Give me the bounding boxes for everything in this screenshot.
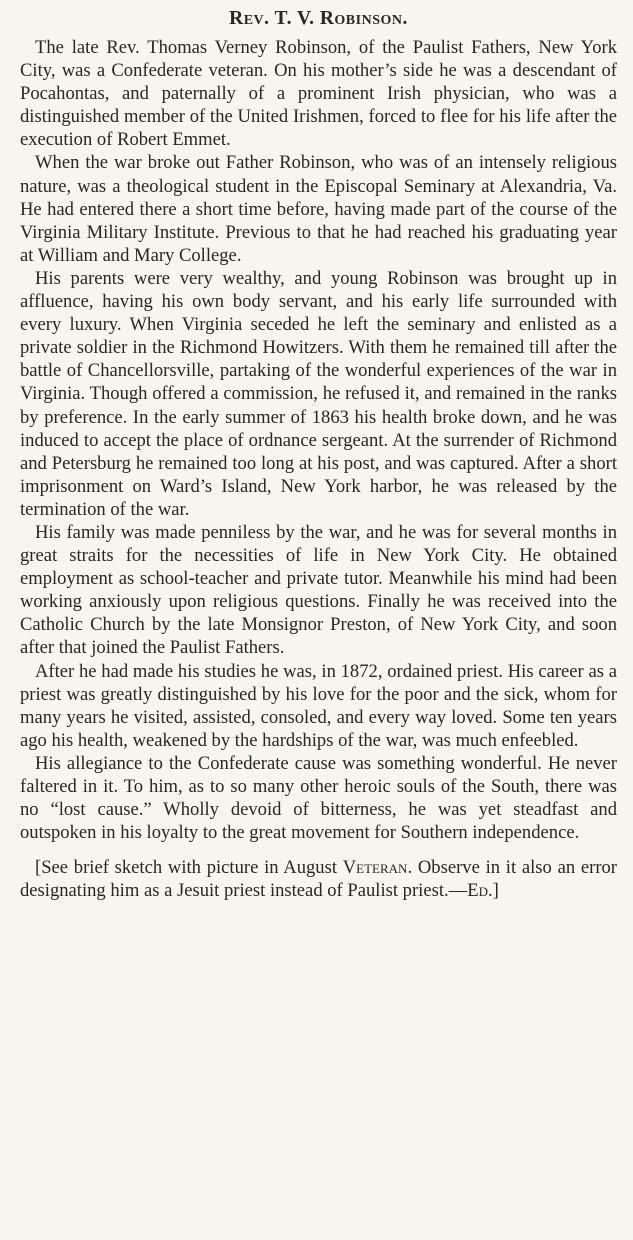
editor-signature: Ed. (467, 880, 493, 902)
note-text-before: [See brief sketch with picture in August (35, 857, 343, 879)
note-text-middle: Observe in it also an error designating him as a Jesuit priest instead of Paulist priest.— (20, 857, 617, 902)
editor-note (20, 856, 617, 902)
veteran-reference: Veteran. (342, 857, 413, 879)
paragraph-1: The late Rev. Thomas Verney Robinson, of the Paulist Fathers, New York City, was a Confederate veteran. On his mother’s side he was a descendant of Pocahontas, and paternally of a prominent Irish physician, who was a distinguished member of the United Irishmen, forced to flee for his life after the execution of Robert Emmet. (20, 37, 617, 151)
paragraph-6: His allegiance to the Confederate cause was something wonderful. He never faltered in it. To him, as to so many other heroic souls of the South, there was no “lost cause.” Wholly devoid of bitterness, he was yet steadfast and outspoken in his loyalty to the great movement for Southern independence. (20, 752, 617, 844)
article (20, 6, 617, 902)
paragraph-2: When the war broke out Father Robinson, who was of an intensely religious nature, was a theological student in the Episcopal Seminary at Alexandria, Va. He had entered there a short time before, having made part of the course of the Virginia Military Institute. Previous to that he had reached his graduating year at William and Mary College. (20, 152, 617, 266)
note-text-end: ] (492, 880, 499, 902)
paragraph-3: His parents were very wealthy, and young Robinson was brought up in affluence, having his own body servant, and his early life surrounded with every luxury. When Virginia seceded he left the seminary and enlisted as a private soldier in the Richmond Howitzers. With them he remained till after the battle of Chancellorsville, partaking of the wonderful experiences of the war in Virginia. Though offered a commission, he refused it, and remained in the ranks by preference. In the early summer of 1863 his health broke down, and he was induced to accept the place of ordnance sergeant. At the surrender of Richmond and Petersburg he remained too long at his post, and was captured. After a short imprisonment on Ward’s Island, New York harbor, he was released by the termination of the war. (20, 267, 617, 520)
paragraph-5: After he had made his studies he was, in 1872, ordained priest. His career as a priest was greatly distinguished by his love for the poor and the sick, whom for many years he visited, assisted, consoled, and every way loved. Some ten years ago his health, weakened by the hardships of the war, was much enfeebled. (20, 660, 617, 751)
article-title: Rev. T. V. Robinson. (229, 8, 408, 29)
paragraph-4: His family was made penniless by the war, and he was for several months in great straits for the necessities of life in New York City. He obtained employment as school-teacher and private tutor. Meanwhile his mind had been working anxiously upon religious questions. Finally he was received into the Catholic Church by the late Monsignor Preston, of New York City, and soon after that joined the Paulist Fathers. (20, 521, 617, 659)
